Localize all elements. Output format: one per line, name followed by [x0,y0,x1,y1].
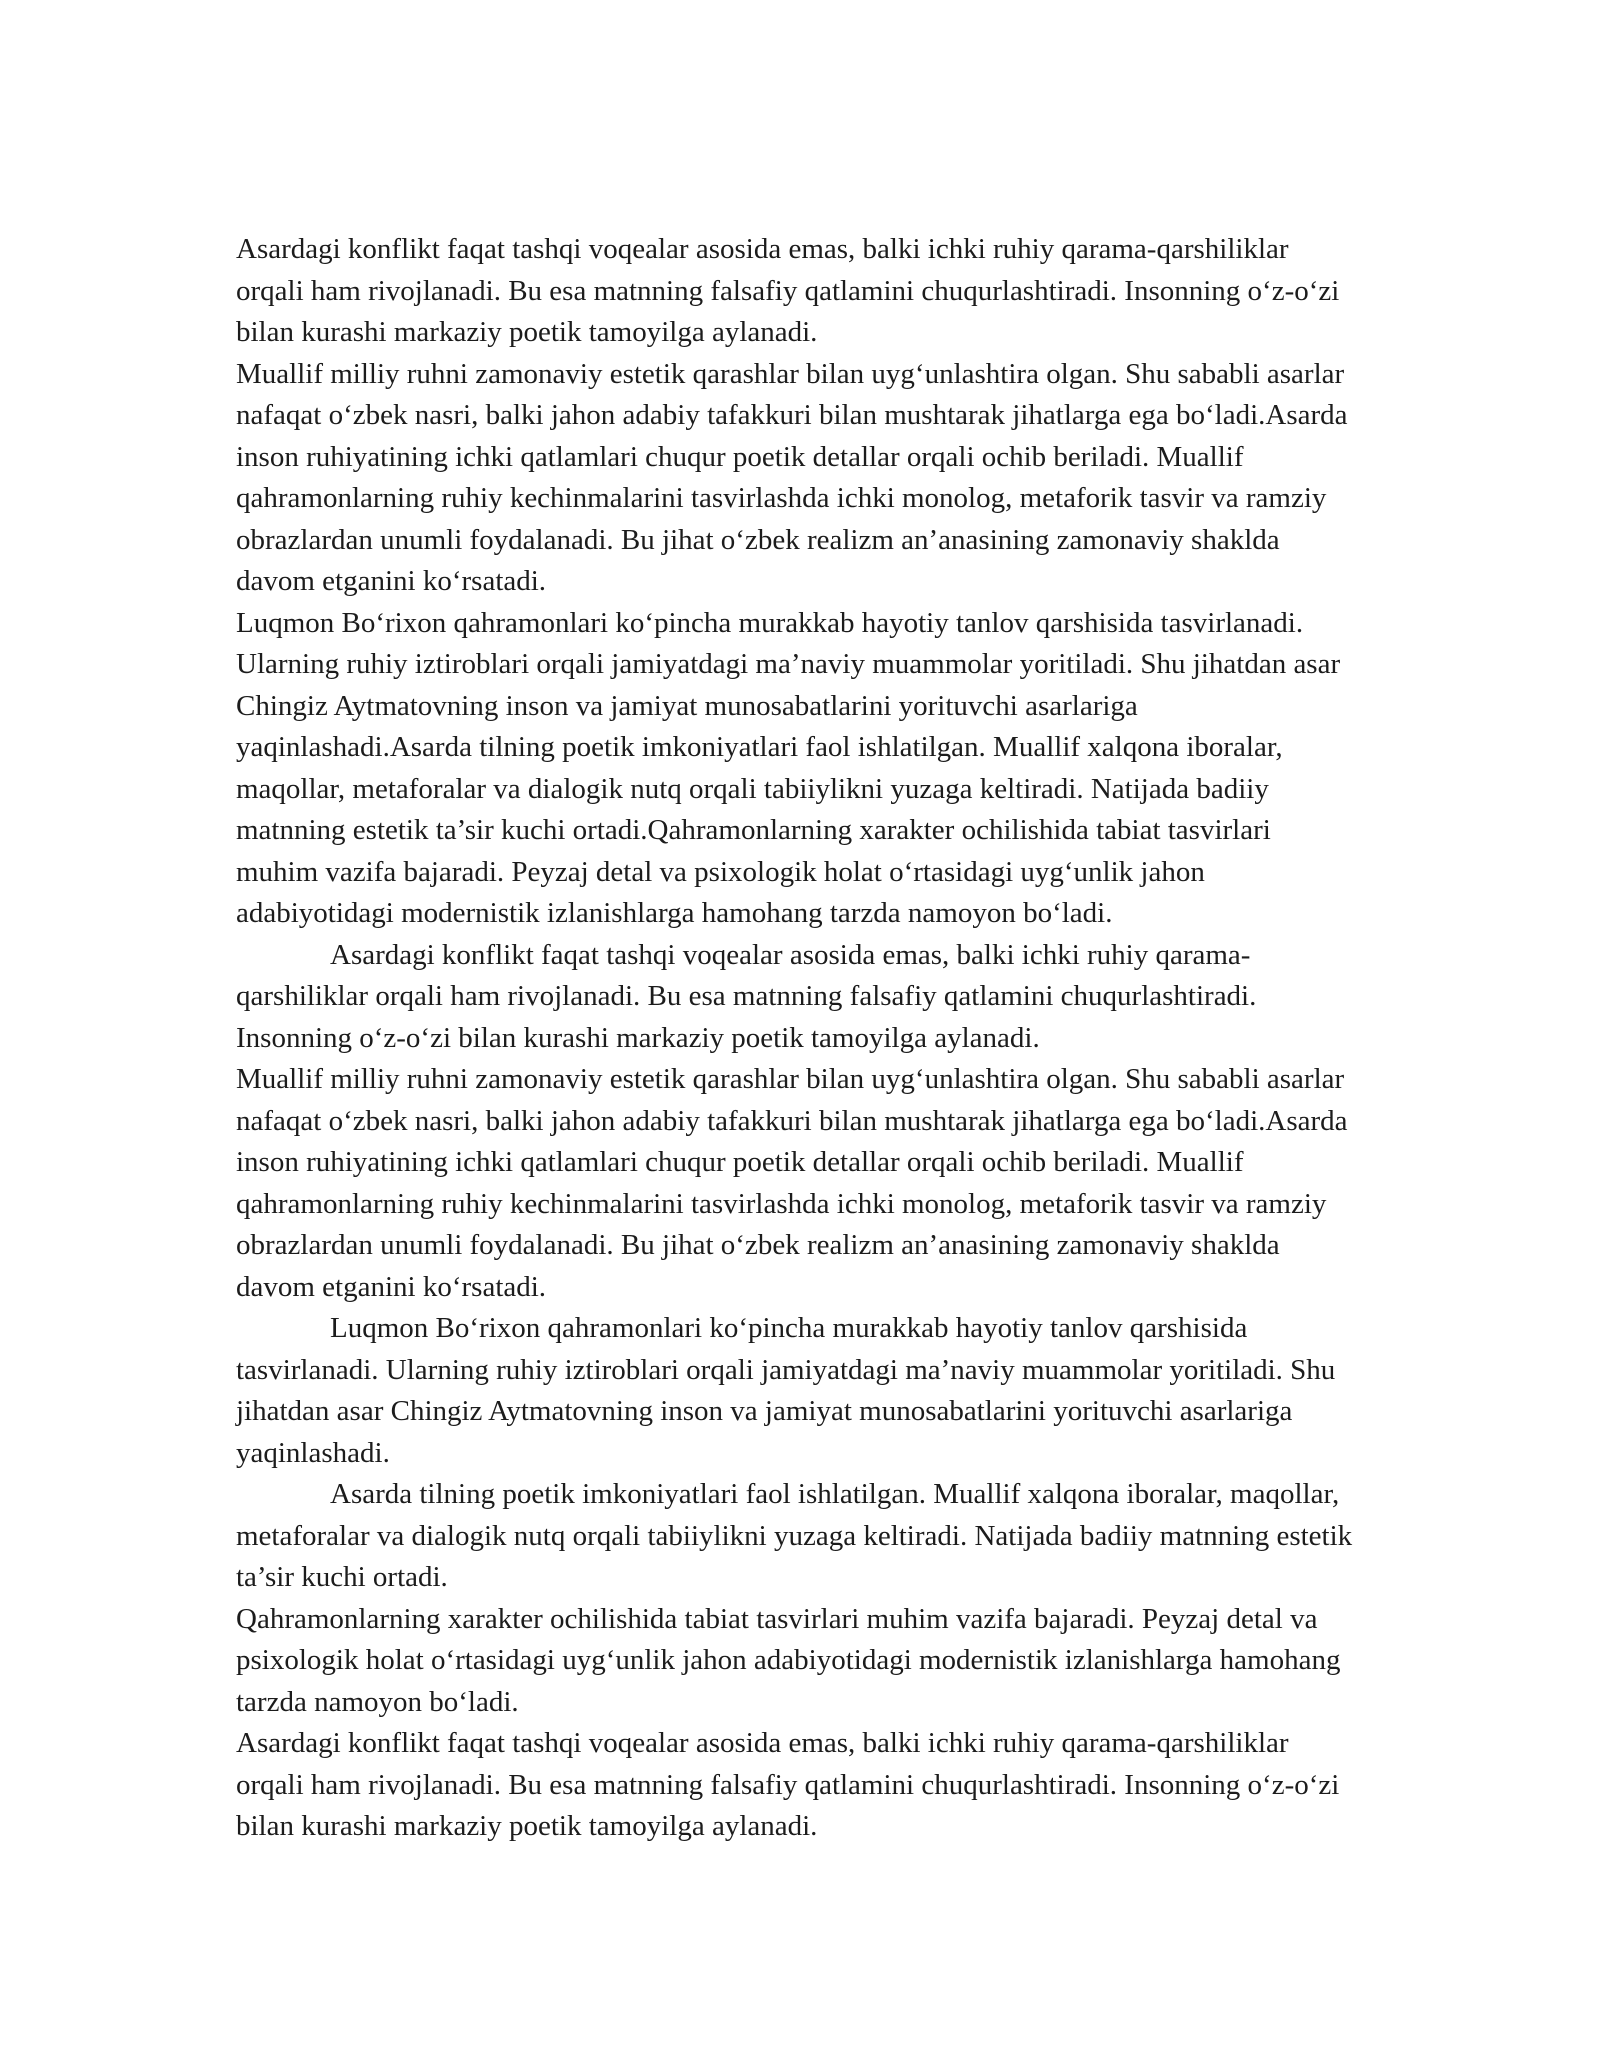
paragraph-5: Muallif milliy ruhni zamonaviy estetik qarashlar bilan uyg‘unlashtira olgan. Shu sababli asarlar nafaqat o‘zbek nasri, balki jahon adabiy tafakkuri bilan mushtarak jihatlarga ega bo‘ladi.Asarda inson ruhiyatining ichki qatlamlari chuqur poetik detallar orqali ochib beriladi. Muallif qahramonlarning ruhiy kechinmalarini tasvirlashda ichki monolog, metaforik tasvir va ramziy obrazlardan unumli foydalanadi. Bu jihat o‘zbek realizm an’anasining zamonaviy shaklda davom etganini ko‘rsatadi. [236,1063,1348,1303]
paragraph-8: Qahramonlarning xarakter ochilishida tabiat tasvirlari muhim vazifa bajaradi. Peyzaj detal va psixologik holat o‘rtasidagi uyg‘unlik jahon adabiyotidagi modernistik izlanishlarga hamohang tarzda namoyon bo‘ladi. [236,1602,1341,1718]
paragraph-7: Asarda tilning poetik imkoniyatlari faol ishlatilgan. Muallif xalqona iboralar, maqollar, metaforalar va dialogik nutq orqali tabiiylikni yuzaga keltiradi. Natijada badiiy matnning estetik ta’sir kuchi ortadi. [236,1478,1353,1593]
paragraph-2: Muallif milliy ruhni zamonaviy estetik qarashlar bilan uyg‘unlashtira olgan. Shu sababli asarlar nafaqat o‘zbek nasri, balki jahon adabiy tafakkuri bilan mushtarak jihatlarga ega bo‘ladi.Asarda inson ruhiyatining ichki qatlamlari chuqur poetik detallar orqali ochib beriladi. Muallif qahramonlarning ruhiy kechinmalarini tasvirlashda ichki monolog, metaforik tasvir va ramziy obrazlardan unumli foydalanadi. Bu jihat o‘zbek realizm an’anasining zamonaviy shaklda davom etganini ko‘rsatadi. [236,357,1348,597]
paragraph-9: Asardagi konflikt faqat tashqi voqealar asosida emas, balki ichki ruhiy qarama-qarshiliklar orqali ham rivojlanadi. Bu esa matnning falsafiy qatlamini chuqurlashtiradi. Insonning o‘z-o‘zi bilan kurashi markaziy poetik tamoyilga aylanadi. [236,1727,1340,1842]
paragraph-4: Asardagi konflikt faqat tashqi voqealar asosida emas, balki ichki ruhiy qarama-qarshiliklar orqali ham rivojlanadi. Bu esa matnning falsafiy qatlamini chuqurlashtiradi. Insonning o‘z-o‘zi bilan kurashi markaziy poetik tamoyilga aylanadi. [236,938,1257,1054]
document-body [236,229,1360,1848]
paragraph-1: Asardagi konflikt faqat tashqi voqealar asosida emas, balki ichki ruhiy qarama-qarshiliklar orqali ham rivojlanadi. Bu esa matnning falsafiy qatlamini chuqurlashtiradi. Insonning o‘z-o‘zi bilan kurashi markaziy poetik tamoyilga aylanadi. [236,233,1340,348]
paragraph-6: Luqmon Bo‘rixon qahramonlari ko‘pincha murakkab hayotiy tanlov qarshisida tasvirlanadi. Ularning ruhiy iztiroblari orqali jamiyatdagi ma’naviy muammolar yoritiladi. Shu jihatdan asar Chingiz Aytmatovning inson va jamiyat munosabatlarini yorituvchi asarlariga yaqinlashadi. [236,1312,1336,1469]
paragraph-3: Luqmon Bo‘rixon qahramonlari ko‘pincha murakkab hayotiy tanlov qarshisida tasvirlanadi. Ularning ruhiy iztiroblari orqali jamiyatdagi ma’naviy muammolar yoritiladi. Shu jihatdan asar Chingiz Aytmatovning inson va jamiyat munosabatlarini yorituvchi asarlariga yaqinlashadi.Asarda tilning poetik imkoniyatlari faol ishlatilgan. Muallif xalqona iboralar, maqollar, metaforalar va dialogik nutq orqali tabiiylikni yuzaga keltiradi. Natijada badiiy matnning estetik ta’sir kuchi ortadi.Qahramonlarning xarakter ochilishida tabiat tasvirlari muhim vazifa bajaradi. Peyzaj detal va psixologik holat o‘rtasidagi uyg‘unlik jahon adabiyotidagi modernistik izlanishlarga hamohang tarzda namoyon bo‘ladi. [236,606,1341,929]
